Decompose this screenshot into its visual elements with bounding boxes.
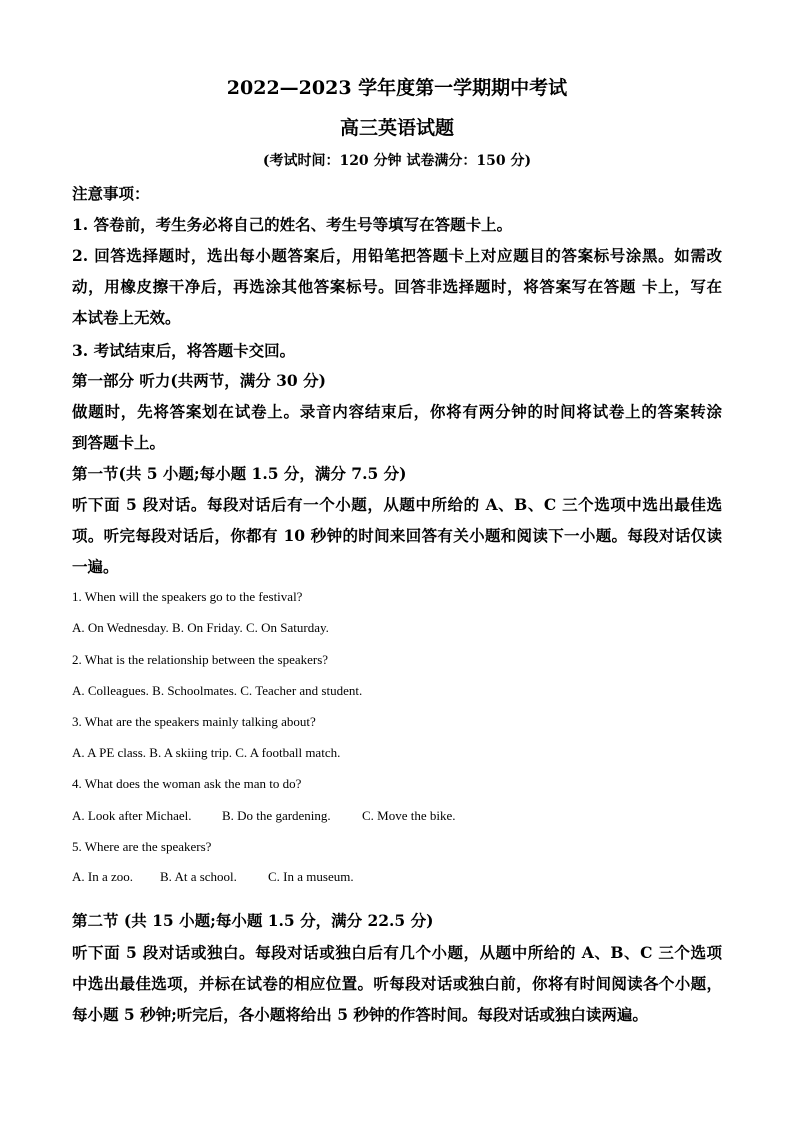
section1-instruction-line-3: 一遍。 xyxy=(72,557,119,576)
notice-item-1: 1. 答卷前，考生务必将自己的姓名、考生号等填写在答题卡上。 xyxy=(72,215,513,234)
question-1: 1. When will the speakers go to the festival? xyxy=(72,589,303,604)
exam-info: (考试时间：120 分钟 试卷满分：150 分) xyxy=(262,153,532,169)
option-b: B. On Friday. xyxy=(172,620,243,635)
option-c: C. Teacher and student. xyxy=(240,683,363,698)
question-2-options xyxy=(72,683,362,699)
option-b: B. A skiing trip. xyxy=(149,745,233,760)
option-a: A. A PE class. xyxy=(72,745,147,760)
section2-instruction-line-1: 听下面 5 段对话或独白。每段对话或独白后有几个小题，从题中所给的 A、B、C 三个选项 xyxy=(72,943,722,962)
question-2: 2. What is the relationship between the speakers? xyxy=(72,652,329,667)
exam-subtitle: 高三英语试题 xyxy=(339,117,454,139)
section2-heading: 第二节 (共 15 小题;每小题 1.5 分，满分 22.5 分) xyxy=(72,911,434,930)
part1-heading: 第一部分 听力(共两节，满分 30 分) xyxy=(72,371,326,390)
notice-item-2-line-2: 动，用橡皮擦干净后，再选涂其他答案标号。回答非选择题时，将答案写在答题 卡上，写在 xyxy=(72,277,722,296)
part1-instruction-line-2: 到答题卡上。 xyxy=(72,433,166,452)
option-c: C. On Saturday. xyxy=(245,620,329,635)
notice-item-2-line-1: 2. 回答选择题时，选出每小题答案后，用铅笔把答题卡上对应题目的答案标号涂黑。如需改 xyxy=(72,246,722,265)
section1-instruction-line-1: 听下面 5 段对话。每段对话后有一个小题，从题中所给的 A、B、C 三个选项中选出最佳选 xyxy=(72,495,722,514)
option-a: A. On Wednesday. xyxy=(72,620,169,635)
question-5-option-c: C. In a museum. xyxy=(268,869,354,884)
option-b: B. Schoolmates. xyxy=(152,683,238,698)
section2-instruction-line-2: 中选出最佳选项，并标在试卷的相应位置。听每段对话或独白前，你将有时间阅读各个小题， xyxy=(72,974,722,993)
notice-item-3: 3. 考试结束后，将答题卡交回。 xyxy=(72,341,296,360)
option-a: A. Colleagues. xyxy=(72,683,149,698)
section1-instruction-line-2: 项。听完每段对话后，你都有 10 秒钟的时间来回答有关小题和阅读下一小题。每段对话仅读 xyxy=(72,526,722,545)
question-3: 3. What are the speakers mainly talking about? xyxy=(72,714,316,729)
part1-instruction-line-1: 做题时，先将答案划在试卷上。录音内容结束后，你将有两分钟的时间将试卷上的答案转涂 xyxy=(72,402,722,421)
question-4-option-b: B. Do the gardening. xyxy=(222,808,331,823)
question-5: 5. Where are the speakers? xyxy=(72,839,212,854)
question-5-option-a: A. In a zoo. xyxy=(72,869,134,884)
question-3-options xyxy=(72,745,340,761)
question-5-option-b: B. At a school. xyxy=(160,869,237,884)
question-4-option-c: C. Move the bike. xyxy=(362,808,456,823)
notice-item-2-line-3: 本试卷上无效。 xyxy=(72,308,181,327)
section2-instruction-line-3: 每小题 5 秒钟;听完后，各小题将给出 5 秒钟的作答时间。每段对话或独白读两遍。 xyxy=(72,1005,648,1024)
notice-heading: 注意事项： xyxy=(72,184,150,203)
section1-heading: 第一节(共 5 小题;每小题 1.5 分，满分 7.5 分) xyxy=(72,464,407,483)
question-4: 4. What does the woman ask the man to do? xyxy=(72,776,302,791)
option-c: C. A football match. xyxy=(235,745,341,760)
exam-title: 2022—2023 学年度第一学期期中考试 xyxy=(226,77,568,99)
question-1-options xyxy=(72,620,329,636)
question-4-option-a: A. Look after Michael. xyxy=(72,808,192,823)
